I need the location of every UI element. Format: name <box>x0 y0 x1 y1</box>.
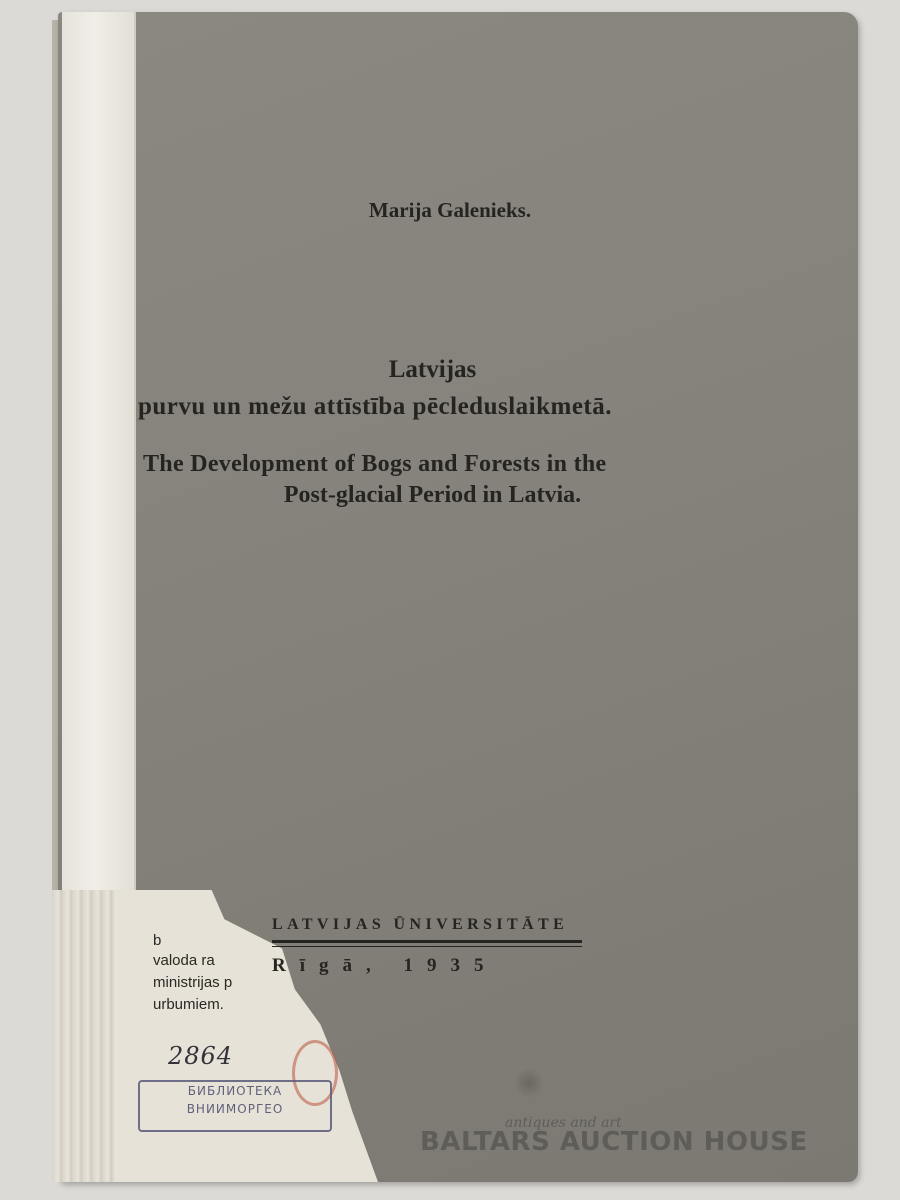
title-latvian-line1: Latvijas <box>388 356 477 383</box>
inner-page-text-1: valoda ra <box>153 952 215 969</box>
place-year: Rīgā, 1935 <box>272 955 498 976</box>
spine-tape <box>62 12 136 892</box>
author-name: Marija Galenieks. <box>368 198 532 222</box>
publisher-rule-thin <box>272 946 582 947</box>
watermark-subtitle: antiques and art <box>505 1115 622 1131</box>
cover-hole <box>515 1068 543 1098</box>
inner-page-text-3: urbumiem. <box>153 996 224 1013</box>
library-stamp <box>138 1080 332 1132</box>
title-latvian-line2: purvu un mežu attīstība pēcleduslaikmetā. <box>138 393 613 420</box>
inner-page-text-2: ministrijas p <box>153 974 233 991</box>
library-stamp-line2: ВНИИМОРГЕО <box>186 1102 284 1116</box>
title-english-line2: Post-glacial Period in Latvia. <box>283 482 582 508</box>
watermark-logo-text: BALTARS AUCTION HOUSE <box>420 1127 808 1157</box>
handwritten-inventory-number: 2864 <box>168 1042 234 1070</box>
library-stamp-line1: БИБЛИОТЕКА <box>187 1084 283 1098</box>
spine-lower-binding <box>52 890 114 1182</box>
title-english-line1: The Development of Bogs and Forests in the <box>143 451 607 477</box>
publisher: LATVIJAS ŪNIVERSITĀTE <box>272 916 569 933</box>
publisher-rule-thick <box>272 940 582 943</box>
inner-page-text-0: b <box>153 932 162 949</box>
